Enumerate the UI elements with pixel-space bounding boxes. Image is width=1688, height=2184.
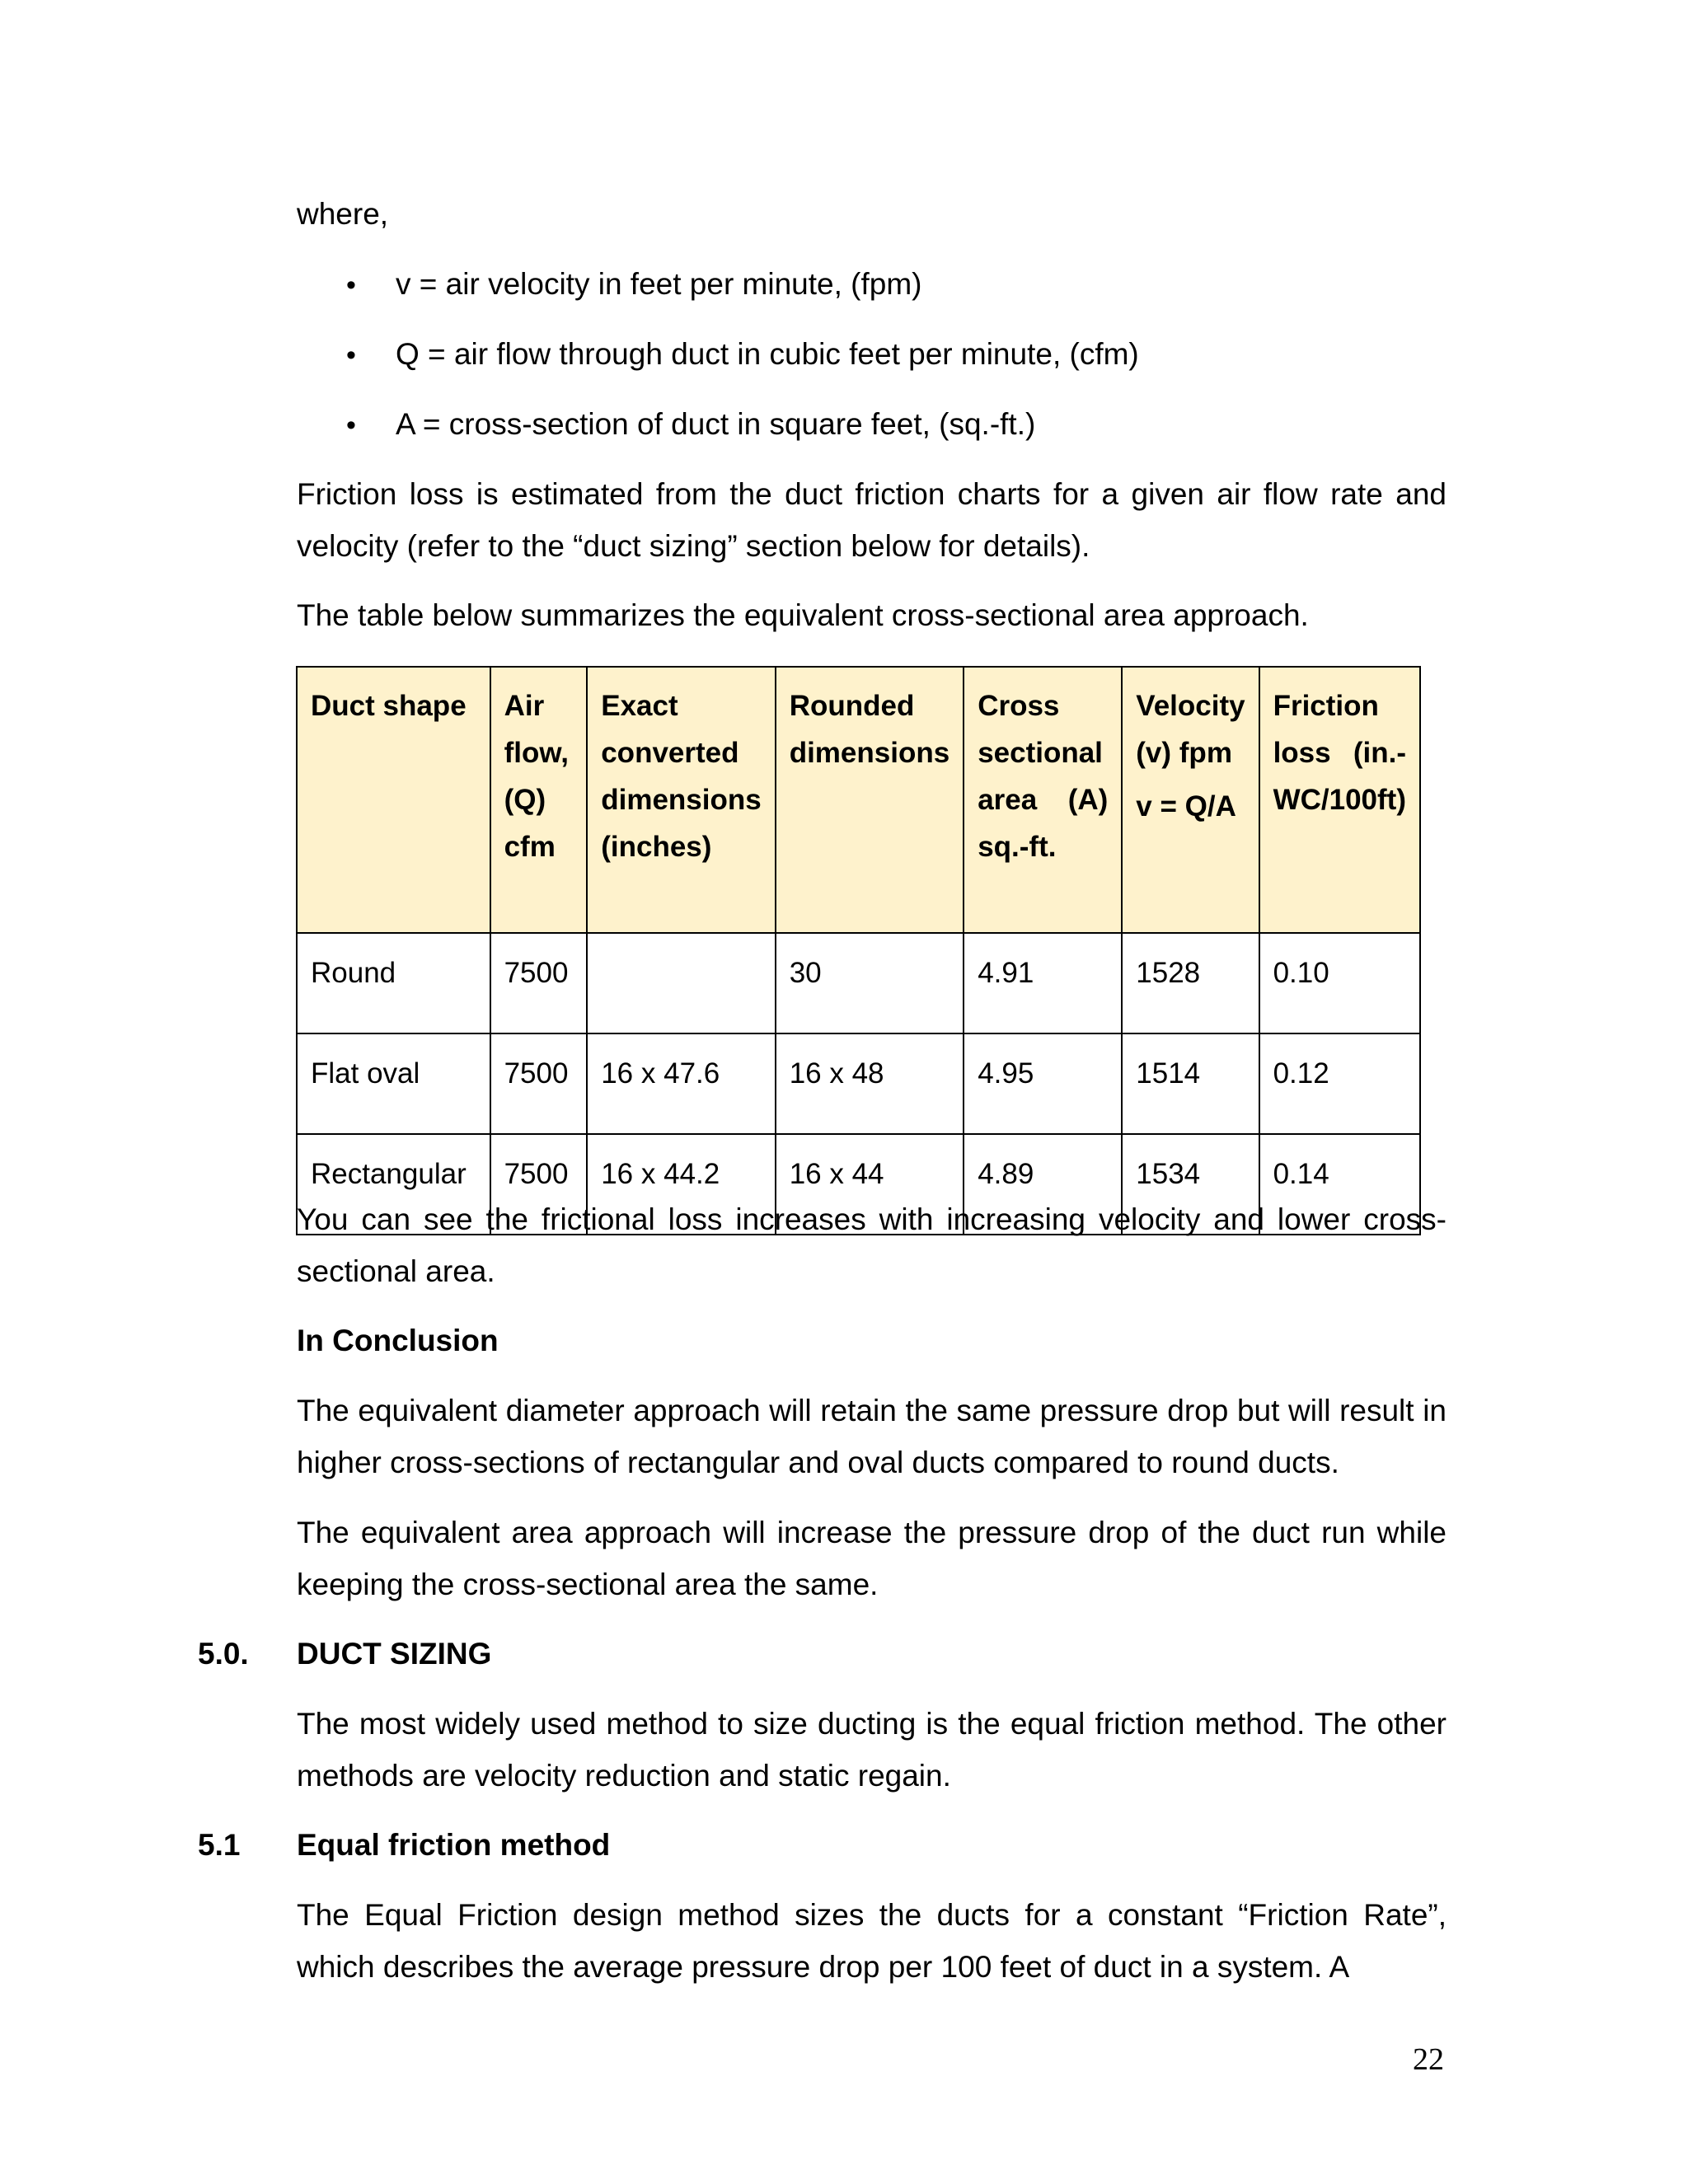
cell-velocity: 1534 xyxy=(1122,1134,1259,1235)
bullet-symbol: • xyxy=(346,410,356,441)
table-row xyxy=(297,1033,1420,1134)
cell-exact-dimensions xyxy=(587,933,775,1033)
section-title-duct-sizing: DUCT SIZING xyxy=(297,1637,492,1671)
cell-duct-shape: Rectangular xyxy=(297,1134,490,1235)
section-number-5: 5.0. xyxy=(198,1637,249,1671)
header-rounded-dimensions: Rounded dimensions xyxy=(776,667,964,933)
paragraph-equal-friction: The Equal Friction design method sizes the ducts for a constant “Friction Rate”, which describes the average pressure drop per 100 feet of duct in a system. A xyxy=(297,1898,1447,1984)
header-cross-sectional-area: Cross sectional area (A) sq.-ft. xyxy=(964,667,1122,933)
cell-exact-dimensions: 16 x 44.2 xyxy=(587,1134,775,1235)
conclusion-heading: In Conclusion xyxy=(297,1324,499,1357)
cell-friction-loss: 0.12 xyxy=(1259,1033,1420,1134)
paragraph-friction: Friction loss is estimated from the duct friction charts for a given air flow rate and velocity (refer to the “duct sizing” section below for details). xyxy=(297,477,1447,563)
table-row xyxy=(297,933,1420,1033)
paragraph-duct-sizing: The most widely used method to size ducting is the equal friction method. The other methods are velocity reduction and static regain. xyxy=(297,1707,1447,1793)
header-duct-shape: Duct shape xyxy=(297,667,490,933)
cell-area: 4.89 xyxy=(964,1134,1122,1235)
paragraph-conclusion-2: The equivalent area approach will increase the pressure drop of the duct run while keeping the cross-sectional area the same. xyxy=(297,1516,1447,1601)
cell-velocity: 1514 xyxy=(1122,1033,1259,1134)
cell-rounded-dimensions: 16 x 44 xyxy=(776,1134,964,1235)
equivalent-area-table xyxy=(296,666,1421,1235)
cell-air-flow: 7500 xyxy=(490,1134,588,1235)
cell-rounded-dimensions: 30 xyxy=(776,933,964,1033)
cell-exact-dimensions: 16 x 47.6 xyxy=(587,1033,775,1134)
bullet-text: A = cross-section of duct in square feet, (sq.-ft.) xyxy=(396,407,1036,441)
cell-rounded-dimensions: 16 x 48 xyxy=(776,1033,964,1134)
bullet-text: v = air velocity in feet per minute, (fpm) xyxy=(396,267,922,301)
section-number-5-1: 5.1 xyxy=(198,1828,241,1862)
where-label: where, xyxy=(297,197,389,231)
page-number: 22 xyxy=(1413,2042,1444,2077)
cell-velocity: 1528 xyxy=(1122,933,1259,1033)
bullet-text: Q = air flow through duct in cubic feet per minute, (cfm) xyxy=(396,337,1139,371)
bullet-item-area xyxy=(346,398,1035,452)
paragraph-conclusion-1: The equivalent diameter approach will retain the same pressure drop but will result in higher cross-sections of rectangular and oval ducts compared to round ducts. xyxy=(297,1394,1447,1479)
cell-friction-loss: 0.10 xyxy=(1259,933,1420,1033)
section-title-equal-friction: Equal friction method xyxy=(297,1828,611,1862)
paragraph-after-table: You can see the frictional loss increases with increasing velocity and lower cross-sectional area. xyxy=(297,1202,1447,1288)
cell-duct-shape: Round xyxy=(297,933,490,1033)
paragraph-table-intro: The table below summarizes the equivalent cross-sectional area approach. xyxy=(297,598,1309,632)
cell-duct-shape: Flat oval xyxy=(297,1033,490,1134)
bullet-symbol: • xyxy=(346,340,356,371)
bullet-item-velocity xyxy=(346,258,922,312)
header-velocity: Velocity (v) fpm v = Q/A xyxy=(1122,667,1259,933)
header-exact-dimensions: Exact converted dimensions (inches) xyxy=(587,667,775,933)
bullet-item-airflow xyxy=(346,328,1139,382)
table-header-row xyxy=(297,667,1420,933)
cell-air-flow: 7500 xyxy=(490,1033,588,1134)
cell-area: 4.91 xyxy=(964,933,1122,1033)
header-friction-loss: Friction loss (in.- WC/100ft) xyxy=(1259,667,1420,933)
cell-friction-loss: 0.14 xyxy=(1259,1134,1420,1235)
cell-air-flow: 7500 xyxy=(490,933,588,1033)
bullet-symbol: • xyxy=(346,269,356,301)
header-air-flow: Air flow, (Q) cfm xyxy=(490,667,588,933)
cell-area: 4.95 xyxy=(964,1033,1122,1134)
